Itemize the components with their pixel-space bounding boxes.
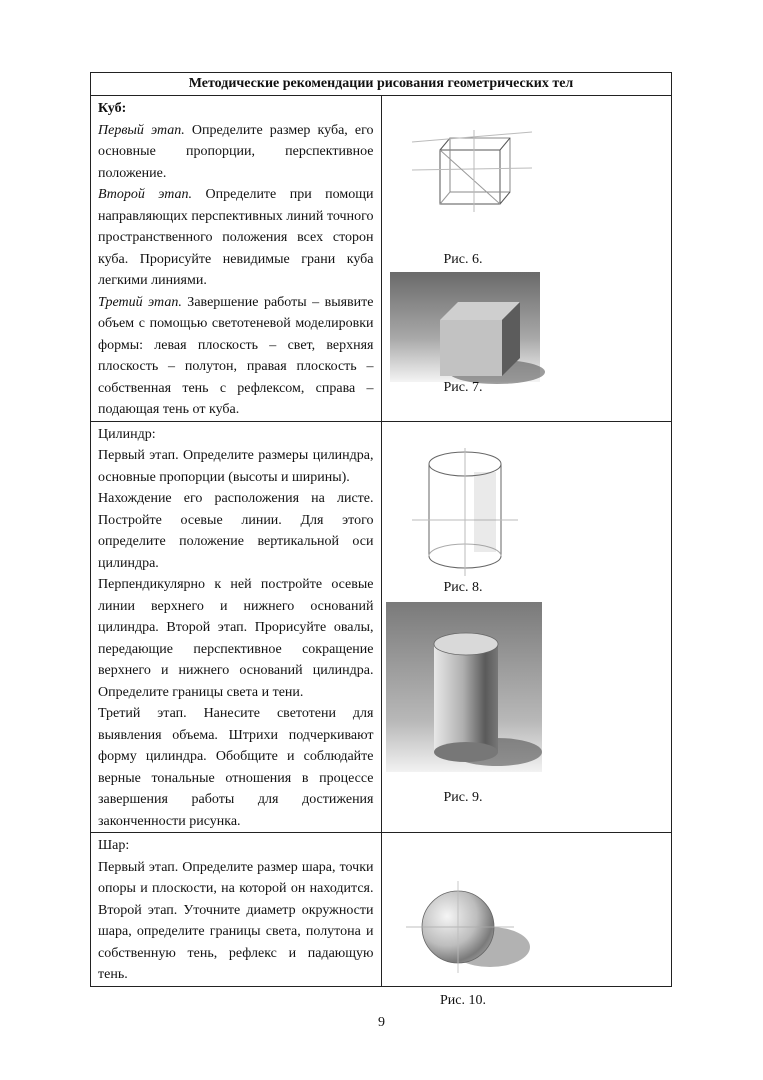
cube-stage-3: [98, 292, 374, 421]
cube-stage-1-label: Первый этап.: [98, 122, 185, 138]
sphere-text-cell: [91, 833, 382, 987]
figure-6-caption: Рис. 6.: [443, 252, 483, 267]
figure-10-caption: Рис. 10.: [440, 993, 486, 1008]
cylinder-text-cell: [91, 421, 382, 833]
sphere-figure: [382, 855, 545, 995]
cube-stage-3-label: Третий этап.: [98, 294, 182, 310]
cylinder-paragraph-1: Первый этап. Определите размеры цилиндра, основные пропорции (высоты и ширины).: [98, 448, 374, 485]
table-title: Методические рекомендации рисования геометрических тел: [91, 73, 672, 96]
cube-figures-cell: [381, 96, 672, 422]
cylinder-paragraph-4: Третий этап. Нанесите светотени для выявления объема. Штрихи подчеркивают форму цилиндра. Обобщите и соблюдайте верные тональные отношения в процессе завершения работы для достижения законченности рисунка.: [98, 706, 374, 829]
cube-heading: Куб:: [98, 101, 127, 116]
sphere-figure-cell: [381, 833, 672, 1008]
cube-stage-2-text: Определите при помощи направляющих перспективных линий точного пространственного положения всех сторон куба. Прорисуйте невидимые грани куба легкими линиями.: [98, 187, 374, 288]
cube-stage-2-label: Второй этап.: [98, 187, 193, 202]
cube-stage-2: [98, 184, 374, 292]
page-number: 9: [378, 1015, 385, 1030]
cylinder-heading: Цилиндр:: [98, 426, 156, 442]
cylinder-paragraph-2: Нахождение его расположения на листе. Постройте осевые линии. Для этого определите положение вертикальной оси цилиндра.: [98, 491, 374, 571]
cylinder-wireframe-figure: [382, 444, 545, 584]
figure-7-caption: Рис. 7.: [443, 380, 483, 395]
cylinder-shaded-figure: [382, 602, 545, 788]
figure-9-caption: Рис. 9.: [443, 789, 483, 805]
sphere-heading: Шар:: [98, 838, 130, 853]
cube-wireframe-figure: [382, 122, 545, 222]
cube-stage-3-text: Завершение работы – выявите объем с помощью светотеневой моделировки формы: левая плоскость – свет, верхняя плоскость – полутон, правая плоскость – собственная тень с рефлексом, справа – подающая тень от куба.: [98, 294, 374, 417]
cube-stage-1-text: Определите размер куба, его основные пропорции, перспективное положение.: [98, 122, 374, 181]
methodology-table: [90, 72, 672, 1008]
cylinder-figures-cell: [381, 421, 672, 833]
sphere-text: Первый этап. Определите размер шара, точки опоры и плоскости, на которой он находится. Второй этап. Уточните диаметр окружности шара, определите границы света, полутона и собственную тень, рефлекс и падающую тень.: [98, 859, 374, 982]
figure-8-caption: Рис. 8.: [443, 579, 483, 595]
cube-text-cell: [91, 96, 382, 422]
cube-stage-1: [98, 120, 374, 185]
cylinder-paragraph-3: Перпендикулярно к ней постройте осевые линии верхнего и нижнего оснований цилиндра. Второй этап. Прорисуйте овалы, передающие перспективное сокращение верхнего и нижнего оснований цилиндра. Определите границы света и тени.: [98, 577, 374, 700]
